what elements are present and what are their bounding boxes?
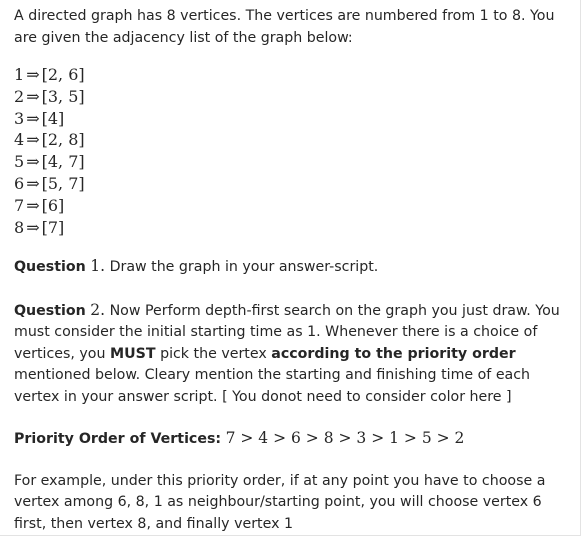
vertex-number: 2 — [14, 86, 25, 106]
adjacency-row-2 — [14, 86, 569, 108]
priority-order-emphasis: according to the priority order — [271, 345, 516, 362]
vertex-number: 6 — [14, 173, 25, 193]
must-emphasis: MUST — [110, 345, 156, 362]
question-1 — [14, 256, 569, 279]
adjacency-row-4 — [14, 129, 569, 151]
adjacency-row-8 — [14, 217, 569, 239]
implies-arrow: ⇒ — [26, 108, 40, 128]
adjacency-row-1 — [14, 64, 569, 86]
example-paragraph: For example, under this priority order, if at any point you have to choose a vertex among 6, 8, 1 as neighbour/starting point, you will choose vertex 6 first, then vertex 8, and finally vertex 1 — [14, 472, 546, 532]
adjacency-row-7 — [14, 195, 569, 217]
implies-arrow: ⇒ — [26, 130, 40, 150]
question-2 — [14, 300, 569, 409]
implies-arrow: ⇒ — [26, 152, 40, 172]
adjacency-row-5 — [14, 151, 569, 173]
question-2-text-part1: Now Perform depth-first search on the graph you just draw. You must consider the initial starting time as 1. Whenever there is a choice of vertices, you — [14, 302, 560, 362]
question-2-label: Question — [14, 302, 86, 319]
vertex-number: 3 — [14, 108, 25, 128]
question-2-number: 2. — [90, 300, 106, 319]
vertex-number: 5 — [14, 152, 25, 172]
neighbour-list: [4] — [41, 108, 65, 128]
implies-arrow: ⇒ — [26, 217, 40, 237]
neighbour-list: [5, 7] — [41, 173, 85, 193]
priority-order-sequence: 7 > 4 > 6 > 8 > 3 > 1 > 5 > 2 — [225, 429, 465, 448]
priority-order-label: Priority Order of Vertices: — [14, 431, 222, 448]
problem-content — [14, 6, 569, 535]
vertex-number: 7 — [14, 195, 25, 215]
neighbour-list: [3, 5] — [41, 86, 85, 106]
question-2-text-part3: mentioned below. Cleary mention the starting and finishing time of each vertex in your answer script. [ You donot need to consider color here ] — [14, 367, 531, 405]
intro-paragraph: A directed graph has 8 vertices. The vertices are numbered from 1 to 8. You are given the adjacency list of the graph below: — [14, 8, 555, 46]
question-1-number: 1. — [90, 257, 106, 276]
question-1-text: Draw the graph in your answer-script. — [109, 259, 379, 276]
vertex-number: 8 — [14, 217, 25, 237]
priority-order — [14, 428, 569, 451]
question-1-label: Question — [14, 259, 86, 276]
neighbour-list: [2, 6] — [41, 65, 85, 84]
adjacency-row-3 — [14, 108, 569, 130]
neighbour-list: [2, 8] — [41, 130, 85, 150]
vertex-number: 4 — [14, 130, 25, 150]
neighbour-list: [7] — [41, 217, 65, 237]
implies-arrow: ⇒ — [26, 173, 40, 193]
vertex-number: 1 — [14, 65, 25, 84]
implies-arrow: ⇒ — [26, 195, 40, 215]
neighbour-list: [4, 7] — [41, 152, 85, 172]
implies-arrow: ⇒ — [26, 65, 40, 84]
adjacency-list — [14, 64, 569, 238]
implies-arrow: ⇒ — [26, 86, 40, 106]
neighbour-list: [6] — [41, 195, 65, 215]
question-2-text-part2: pick the vertex — [160, 345, 267, 362]
adjacency-row-6 — [14, 173, 569, 195]
